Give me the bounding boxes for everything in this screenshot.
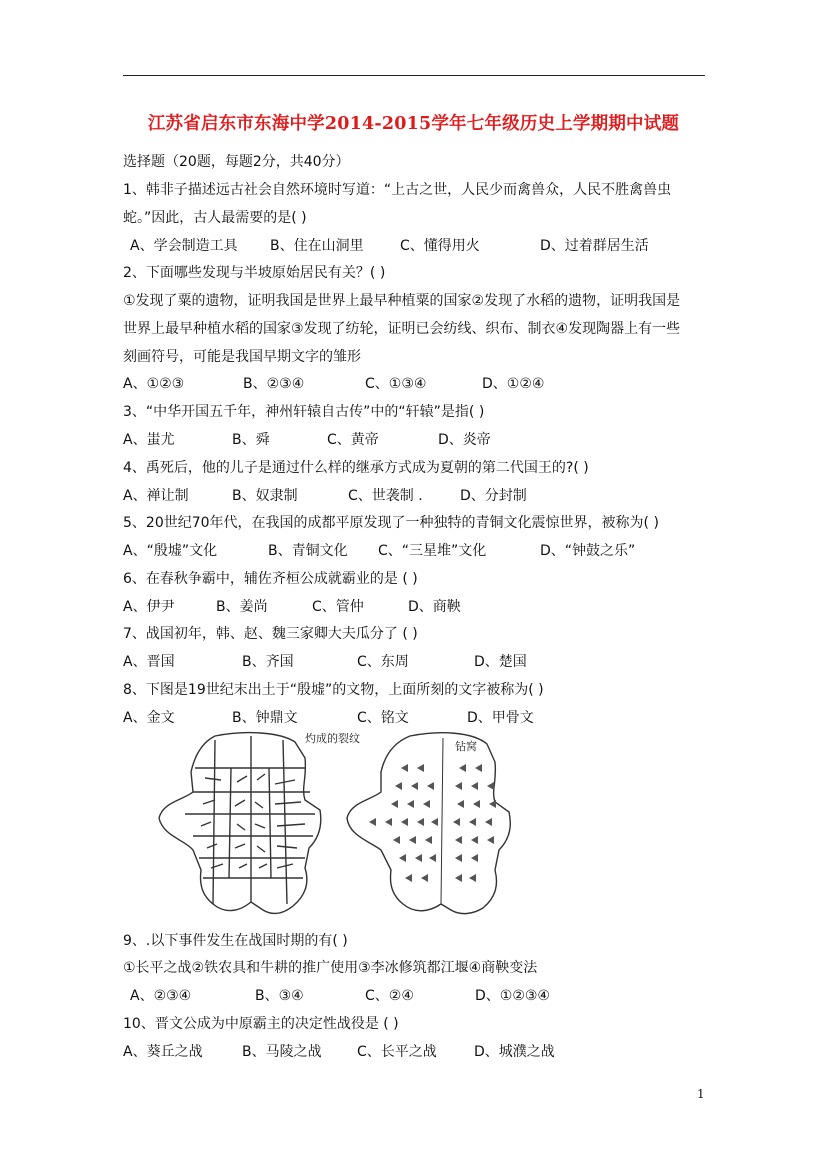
drill-pit-mark [471,854,478,862]
q6-option-c: C、管仲 [312,599,364,615]
drill-pit-mark [391,800,398,808]
q8-option-d: D、甲骨文 [467,710,534,726]
drill-pit-mark [423,800,430,808]
question-9-line-2: ①长平之战②铁农具和牛耕的推广使用③李冰修筑都江堰④商鞅变法 [123,960,538,976]
q2-option-d: D、①②④ [482,376,545,392]
q4-option-b: B、奴隶制 [232,488,298,504]
drill-pit-mark [457,800,464,808]
question-3-line-1: 3、“中华开国五千年，神州轩辕自古传”中的“轩辕”是指( ) [123,404,485,420]
drill-pit-mark [411,782,418,790]
q8-option-c: C、铭文 [357,710,409,726]
oracle-bone-figure [155,728,535,918]
header-rule [123,75,705,76]
q7-option-c: C、东周 [357,654,409,670]
drill-pit-mark [431,818,438,826]
page-number: 1 [697,1087,705,1101]
drill-pit-mark [393,836,400,844]
q8-option-a: A、金文 [123,710,175,726]
drill-pit-mark [489,800,496,808]
question-10-line-1: 10、晋文公成为中原霸主的决定性战役是 ( ) [123,1016,399,1032]
drill-pit-mark [485,818,492,826]
q6-option-b: B、姜尚 [216,599,268,615]
figure-right-label: 钻窝 [455,740,477,753]
section-heading: 选择题（20题，每题2分，共40分） [123,154,350,170]
q4-option-d: D、分封制 [460,488,527,504]
q9-option-a: A、②③④ [130,988,192,1004]
drill-pit-mark [487,782,494,790]
question-8-line-1: 8、下图是19世纪末出土于“殷墟”的文物，上面所刻的文字被称为( ) [123,682,544,698]
q6-option-a: A、伊尹 [123,599,175,615]
drill-pit-mark [455,854,462,862]
q4-option-c: C、世袭制 . [348,488,423,504]
drill-pit-mark [475,764,482,772]
q7-option-d: D、楚国 [474,654,527,670]
drill-pit-mark [415,854,422,862]
drill-pit-mark [471,836,478,844]
q8-option-b: B、钟鼎文 [232,710,298,726]
q6-option-d: D、商鞅 [408,599,461,615]
q5-option-d: D、“钟鼓之乐” [540,543,636,559]
q2-option-b: B、②③④ [243,376,305,392]
drill-pit-mark [421,874,428,882]
question-5-line-1: 5、20世纪70年代，在我国的成都平原发现了一种独特的青铜文化震惊世界，被称为( ) [123,515,659,531]
drill-pit-mark [487,836,494,844]
question-2-line-1: 2、下面哪些发现与半坡原始居民有关？( ) [123,265,386,281]
drill-pit-mark [455,836,462,844]
drill-pit-mark [469,818,476,826]
q9-option-d: D、①②③④ [475,988,550,1004]
drill-pit-mark [399,854,406,862]
q5-option-c: C、“三星堆”文化 [378,543,487,559]
question-2-line-4: 刻画符号，可能是我国早期文字的雏形 [123,349,361,365]
q3-option-a: A、蚩尤 [123,432,175,448]
drill-pit-mark [407,800,414,808]
drill-pit-mark [401,764,408,772]
q10-option-c: C、长平之战 [357,1044,437,1060]
question-1-line-1: 1、韩非子描述远古社会自然环境时写道：“上古之世，人民少而禽兽众，人民不胜禽兽虫 [123,182,672,198]
drill-pit-mark [455,782,462,790]
question-9-line-1: 9、.以下事件发生在战国时期的有( ) [123,933,348,949]
q1-option-a: A、学会制造工具 [130,238,238,254]
question-1-line-2: 蛇。”因此，古人最需要的是( ) [123,210,307,226]
drill-pit-mark [469,874,476,882]
q3-option-d: D、炎帝 [438,432,491,448]
question-2-line-3: 世界上最早种植水稻的国家③发现了纺轮，证明已会纺线、织布、制衣④发现陶器上有一些 [123,321,681,337]
q1-option-b: B、住在山洞里 [270,238,364,254]
page-title: 江苏省启东市东海中学2014-2015学年七年级历史上学期期中试题 [147,114,680,134]
drill-pit-mark [429,854,436,862]
q7-option-a: A、晋国 [123,654,175,670]
drill-pit-mark [401,818,408,826]
q9-option-c: C、②④ [365,988,414,1004]
drill-pit-mark [369,818,376,826]
q3-option-b: B、舜 [232,432,270,448]
q3-option-c: C、黄帝 [327,432,379,448]
drill-pit-mark [473,800,480,808]
drill-pit-mark [417,818,424,826]
drill-pit-mark [425,836,432,844]
q7-option-b: B、齐国 [242,654,294,670]
drill-pit-mark [471,782,478,790]
drill-pit-mark [427,782,434,790]
drill-pit-mark [385,818,392,826]
oracle-bone-left-shell [159,733,321,914]
q2-option-c: C、①③④ [365,376,427,392]
question-7-line-1: 7、战国初年，韩、赵、魏三家卿大夫瓜分了 ( ) [123,626,418,642]
q9-option-b: B、③④ [255,988,304,1004]
figure-left-label: 灼成的裂纹 [305,732,360,745]
question-6-line-1: 6、在春秋争霸中，辅佐齐桓公成就霸业的是 ( ) [123,571,418,587]
q5-option-a: A、“殷墟”文化 [123,543,218,559]
q10-option-b: B、马陵之战 [242,1044,322,1060]
q10-option-d: D、城濮之战 [474,1044,555,1060]
question-4-line-1: 4、禹死后，他的儿子是通过什么样的继承方式成为夏朝的第二代国王的?( ) [123,460,589,476]
q5-option-b: B、青铜文化 [268,543,348,559]
drill-pit-mark [459,764,466,772]
question-2-line-2: ①发现了粟的遗物，证明我国是世界上最早种植粟的国家②发现了水稻的遗物，证明我国是 [123,293,681,309]
drill-pit-mark [453,818,460,826]
drill-pit-mark [405,874,412,882]
drill-pit-mark [417,764,424,772]
drill-pit-mark [395,782,402,790]
q4-option-a: A、禅让制 [123,488,189,504]
q10-option-a: A、葵丘之战 [123,1044,203,1060]
drill-pit-mark [409,836,416,844]
q1-option-c: C、懂得用火 [400,238,480,254]
q1-option-d: D、过着群居生活 [540,238,649,254]
q2-option-a: A、①②③ [123,376,185,392]
drill-pit-mark [455,874,462,882]
